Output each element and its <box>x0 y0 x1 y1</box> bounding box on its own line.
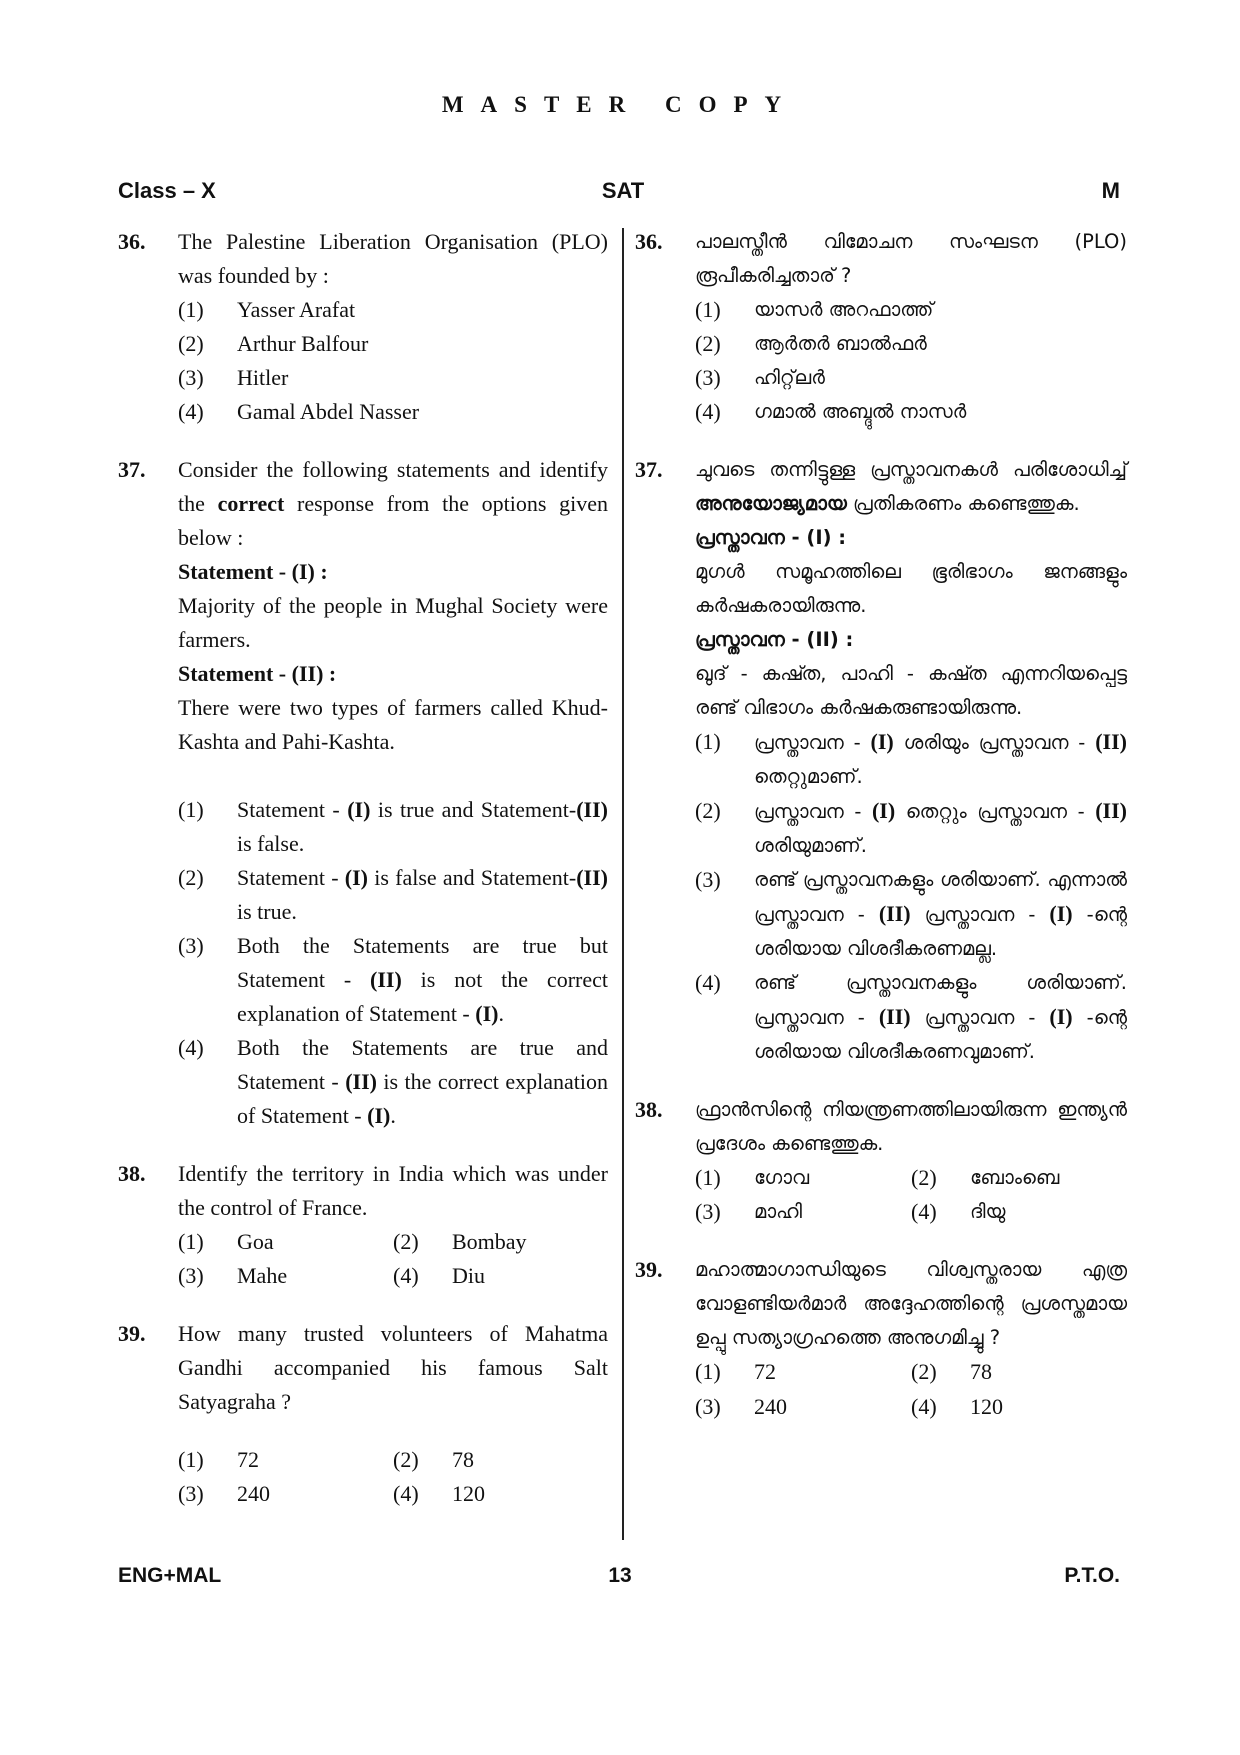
question-text: പാലസ്തീൻ വിമോചന സംഘടന (PLO) രൂപീകരിച്ചതാര് ? <box>695 230 1127 287</box>
option-2: (2) ബോംബെ <box>911 1165 1060 1190</box>
option-3: (3) മാഹി <box>695 1199 802 1224</box>
question-text: Consider the following statements and identify the correct response from the options given below : <box>178 457 608 550</box>
option-1: (1) Yasser Arafat <box>178 297 356 322</box>
statement-1-label: Statement - (I) : <box>178 559 328 584</box>
question-36-ml <box>635 225 1127 429</box>
page-number: 13 <box>608 1564 632 1587</box>
option-3: (3) Hitler <box>178 365 289 390</box>
option-3: (3) 240 <box>178 1481 270 1506</box>
question-37-ml <box>635 453 1127 1069</box>
option-1: (1) പ്രസ്താവന - (I) ശരിയും പ്രസ്താവന - (II) തെറ്റുമാണ്. <box>695 729 1127 788</box>
option-2: (2) Statement - (I) is false and Statement-(II) is true. <box>178 865 608 924</box>
option-4: (4) Diu <box>393 1263 485 1288</box>
question-text: ചുവടെ തന്നിട്ടുള്ള പ്രസ്താവനകൾ പരിശോധിച്ച് അനുയോജ്യമായ പ്രതികരണം കണ്ടെത്തുക. <box>695 458 1127 515</box>
master-copy-heading: MASTER COPY <box>441 92 799 117</box>
option-2: (2) 78 <box>911 1359 992 1384</box>
column-divider <box>622 228 624 1540</box>
option-3: (3) ഹിറ്റ്‌ലർ <box>695 365 825 390</box>
option-1: (1) Goa <box>178 1229 274 1254</box>
question-39-ml <box>635 1253 1127 1425</box>
question-36-en <box>118 225 608 429</box>
statement-1-text: മുഗൾ സമൂഹത്തിലെ ഭൂരിഭാഗം ജനങ്ങളും കർഷകരായിരുന്നു. <box>695 560 1127 617</box>
question-text: The Palestine Liberation Organisation (PLO) was founded by : <box>178 229 608 288</box>
option-1: (1) ഗോവ <box>695 1165 810 1190</box>
option-2: (2) ആർതർ ബാൽഫർ <box>695 331 927 356</box>
question-number: 36. <box>118 229 146 254</box>
option-1: (1) യാസർ അറഫാത്ത് <box>695 297 934 322</box>
statement-1-label: പ്രസ്താവന - (I) : <box>695 526 847 549</box>
option-3: (3) 240 <box>695 1394 787 1419</box>
statement-1-text: Majority of the people in Mughal Society were farmers. <box>178 593 608 652</box>
exam-label: SAT <box>601 178 645 203</box>
question-number: 39. <box>635 1257 663 1282</box>
question-37-en <box>118 453 608 1133</box>
option-1: (1) Statement - (I) is true and Statement-(II) is false. <box>178 797 608 856</box>
question-number: 38. <box>635 1097 663 1122</box>
class-label: Class – X <box>118 178 216 203</box>
option-2: (2) 78 <box>393 1447 474 1472</box>
option-1: (1) 72 <box>178 1447 259 1472</box>
option-3: (3) Both the Statements are true but Statement - (II) is not the correct explanation of Statement - (I). <box>178 933 608 1026</box>
option-4: (4) ഗമാൽ അബ്ദുൽ നാസർ <box>695 399 967 424</box>
english-column <box>118 225 608 1511</box>
statement-2-text: There were two types of farmers called Khud-Kashta and Pahi-Kashta. <box>178 695 608 754</box>
question-38-en <box>118 1157 608 1293</box>
question-text: How many trusted volunteers of Mahatma Gandhi accompanied his famous Salt Satyagraha ? <box>178 1321 608 1414</box>
question-number: 36. <box>635 229 663 254</box>
option-2: (2) പ്രസ്താവന - (I) തെറ്റും പ്രസ്താവന - (II) ശരിയുമാണ്. <box>695 798 1127 857</box>
question-number: 39. <box>118 1321 146 1346</box>
question-number: 37. <box>635 457 663 482</box>
option-4: (4) രണ്ട് പ്രസ്താവനകളും ശരിയാണ്. പ്രസ്താവന - (II) പ്രസ്താവന - (I) -ന്റെ ശരിയായ വിശദീകരണവുമാണ്. <box>695 970 1127 1063</box>
option-3: (3) രണ്ട് പ്രസ്താവനകളും ശരിയാണ്. എന്നാൽ പ്രസ്താവന - (II) പ്രസ്താവന - (I) -ന്റെ ശരിയായ വിശദീകരണമല്ല. <box>695 867 1127 960</box>
language-label: ENG+MAL <box>118 1564 222 1587</box>
option-4: (4) ദിയു <box>911 1199 1006 1224</box>
question-38-ml <box>635 1093 1127 1229</box>
question-number: 37. <box>118 457 146 482</box>
question-text: Identify the territory in India which was under the control of France. <box>178 1161 608 1220</box>
option-2: (2) Arthur Balfour <box>178 331 369 356</box>
pto-label: P.T.O. <box>1064 1564 1120 1587</box>
option-4: (4) 120 <box>393 1481 485 1506</box>
option-4: (4) Both the Statements are true and Statement - (II) is the correct explanation of Statement - (I). <box>178 1035 608 1128</box>
option-1: (1) 72 <box>695 1359 776 1384</box>
option-2: (2) Bombay <box>393 1229 527 1254</box>
question-number: 38. <box>118 1161 146 1186</box>
option-4: (4) Gamal Abdel Nasser <box>178 399 420 424</box>
option-3: (3) Mahe <box>178 1263 288 1288</box>
statement-2-label: പ്രസ്താവന - (II) : <box>695 628 854 651</box>
question-text: ഫ്രാൻസിന്റെ നിയന്ത്രണത്തിലായിരുന്ന ഇന്ത്യൻ പ്രദേശം കണ്ടെത്തുക. <box>695 1098 1127 1155</box>
medium-code: M <box>1101 178 1120 203</box>
malayalam-column <box>635 225 1127 1425</box>
question-39-en <box>118 1317 608 1511</box>
question-text: മഹാത്മാഗാന്ധിയുടെ വിശ്വസ്തരായ എത്ര വോളണ്ടിയർമാർ അദ്ദേഹത്തിന്റെ പ്രശസ്തമായ ഉപ്പു സത്യാഗ്രഹത്തെ അനുഗമിച്ചു ? <box>695 1258 1127 1349</box>
statement-2-text: ഖുദ് - കഷ്ത, പാഹി - കഷ്ത എന്നറിയപ്പെട്ട രണ്ട് വിഭാഗം കർഷകരുണ്ടായിരുന്നു. <box>695 662 1127 719</box>
option-4: (4) 120 <box>911 1394 1003 1419</box>
statement-2-label: Statement - (II) : <box>178 661 337 686</box>
